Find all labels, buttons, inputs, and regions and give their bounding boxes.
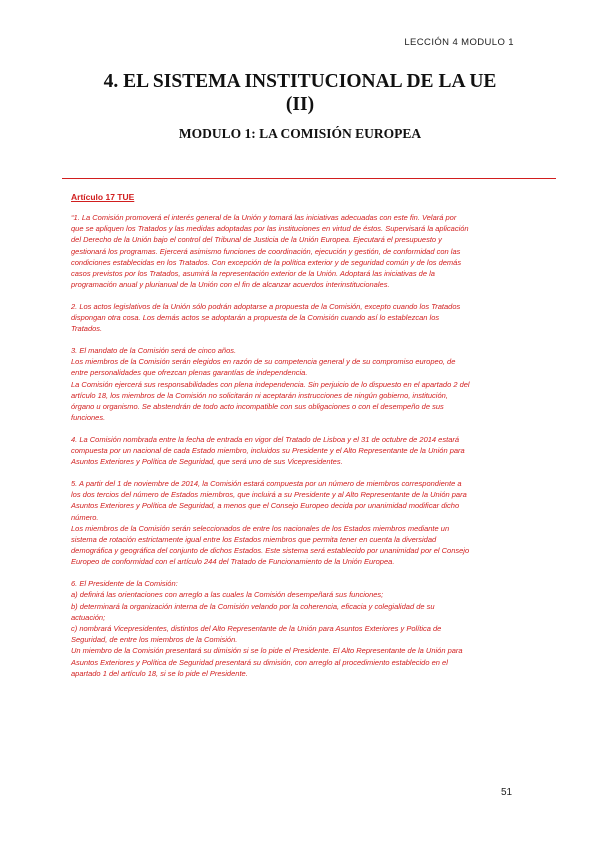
article-heading: Artículo 17 TUE: [71, 192, 135, 202]
article-body: [71, 212, 549, 690]
paragraph-line: 5. A partir del 1 de noviembre de 2014, la Comisión estará compuesta por un número de miembros correspondiente a: [71, 479, 462, 489]
paragraph-line: Asuntos Exteriores y Política de Seguridad, a menos que el Consejo Europeo decida por unanimidad modificar dicho: [71, 501, 460, 511]
page-subtitle: MODULO 1: LA COMISIÓN EUROPEA: [178, 126, 422, 141]
paragraph-line: compuesta por un nacional de cada Estado miembro, incluidos su Presidente y el Alto Representante de la Unión para: [71, 446, 465, 456]
paragraph-line: artículo 18, los miembros de la Comisión no solicitarán ni aceptarán instrucciones de ningún gobierno, institución,: [71, 390, 448, 400]
running-header: LECCIÓN 4 MODULO 1: [404, 37, 514, 48]
paragraph-line: entre personalidades que ofrezcan plenas garantías de independencia.: [71, 368, 308, 378]
paragraph-line: los dos tercios del número de Estados miembros, que incluirá a su Presidente y al Alto Representante de la Unión para: [71, 490, 467, 500]
paragraph-line: del Derecho de la Unión bajo el control del Tribunal de Justicia de la Unión Europea. Ejecutará el presupuesto y: [71, 235, 442, 245]
title-line-1: 4. EL SISTEMA INSTITUCIONAL DE LA UE: [103, 71, 497, 92]
article-paragraph: [71, 434, 549, 468]
paragraph-line: Tratados.: [71, 324, 103, 334]
paragraph-line: actuación;: [71, 612, 106, 622]
paragraph-line: Seguridad, de entre los miembros de la Comisión.: [71, 635, 238, 645]
paragraph-line: número.: [71, 512, 99, 522]
paragraph-line: b) determinará la organización interna de la Comisión velando por la coherencia, eficacia y colegialidad de su: [71, 601, 435, 611]
article-paragraph: [71, 578, 549, 679]
paragraph-line: condiciones establecidas en los Tratados. Con excepción de la política exterior y de seguridad común y de los demás: [71, 257, 462, 267]
paragraph-line: 3. El mandato de la Comisión será de cinco años.: [71, 346, 237, 356]
paragraph-line: a) definirá las orientaciones con arreglo a las cuales la Comisión desempeñará sus funciones;: [71, 590, 384, 600]
paragraph-line: casos previstos por los Tratados, asumirá la representación exterior de la Unión. Adoptará las iniciativas de la: [71, 269, 435, 279]
paragraph-line: Los miembros de la Comisión serán elegidos en razón de su competencia general y de su compromiso europeo, de: [71, 357, 456, 367]
paragraph-line: c) nombrará Vicepresidentes, distintos del Alto Representante de la Unión para Asuntos Exteriores y Política de: [71, 624, 442, 633]
paragraph-line: “1. La Comisión promoverá el interés general de la Unión y tomará las iniciativas adecuadas con este fin. Velará por: [71, 213, 457, 222]
paragraph-line: 2. Los actos legislativos de la Unión sólo podrán adoptarse a propuesta de la Comisión, excepto cuando los Tratados: [71, 301, 461, 311]
paragraph-line: órgano u organismo. Se abstendrán de todo acto incompatible con sus obligaciones o con el desempeño de sus: [71, 402, 444, 412]
paragraph-line: sistema de rotación estrictamente igual entre los Estados miembros que permita tener en cuenta la diversidad: [71, 535, 437, 545]
paragraph-line: apartado 1 del artículo 18, si se lo pide el Presidente.: [71, 668, 248, 678]
paragraph-line: Asuntos Exteriores y Política de Seguridad, que será uno de sus Vicepresidentes.: [71, 457, 343, 467]
article-paragraph: [71, 212, 549, 290]
article-paragraph: [71, 478, 549, 568]
paragraph-line: demográfica y geográfica del conjunto de dichos Estados. Este sistema será establecido por unanimidad por el Consejo: [71, 546, 470, 556]
paragraph-line: Asuntos Exteriores y Política de Seguridad presentará su dimisión, con arreglo al procedimiento establecido en el: [71, 657, 448, 667]
paragraph-line: dispongan otra cosa. Los demás actos se adoptarán a propuesta de la Comisión cuando así lo establezcan los: [71, 313, 440, 323]
paragraph-line: Los miembros de la Comisión serán seleccionados de entre los nacionales de los Estados miembros mediante un: [71, 523, 450, 533]
page-number: 51: [501, 787, 513, 798]
paragraph-line: funciones.: [71, 413, 106, 423]
title-line-2: (II): [285, 94, 315, 115]
paragraph-line: Un miembro de la Comisión presentará su dimisión si se lo pide el Presidente. El Alto Representante de la Unión para: [71, 646, 463, 656]
article-paragraph: [71, 345, 549, 423]
section-divider: [62, 178, 556, 179]
paragraph-line: gestionará los programas. Ejercerá asimismo funciones de coordinación, ejecución y gestión, de conformidad con las: [71, 246, 461, 256]
paragraph-line: programación anual y plurianual de la Unión con el fin de alcanzar acuerdos interinstitucionales.: [71, 280, 390, 290]
page-title: [60, 70, 540, 116]
paragraph-line: 6. El Presidente de la Comisión:: [71, 579, 178, 589]
article-paragraph: [71, 301, 549, 335]
paragraph-line: La Comisión ejercerá sus responsabilidades con plena independencia. Sin perjuicio de lo dispuesto en el apartado 2 del: [71, 379, 470, 389]
paragraph-line: Europeo de conformidad con el artículo 244 del Tratado de Funcionamiento de la Unión Europea.: [71, 557, 395, 567]
paragraph-line: 4. La Comisión nombrada entre la fecha de entrada en vigor del Tratado de Lisboa y el 31 de octubre de 2014 estará: [71, 434, 460, 444]
paragraph-line: que se apliquen los Tratados y las medidas adoptadas por las instituciones en virtud de éstos. Supervisará la aplicación: [71, 224, 469, 234]
